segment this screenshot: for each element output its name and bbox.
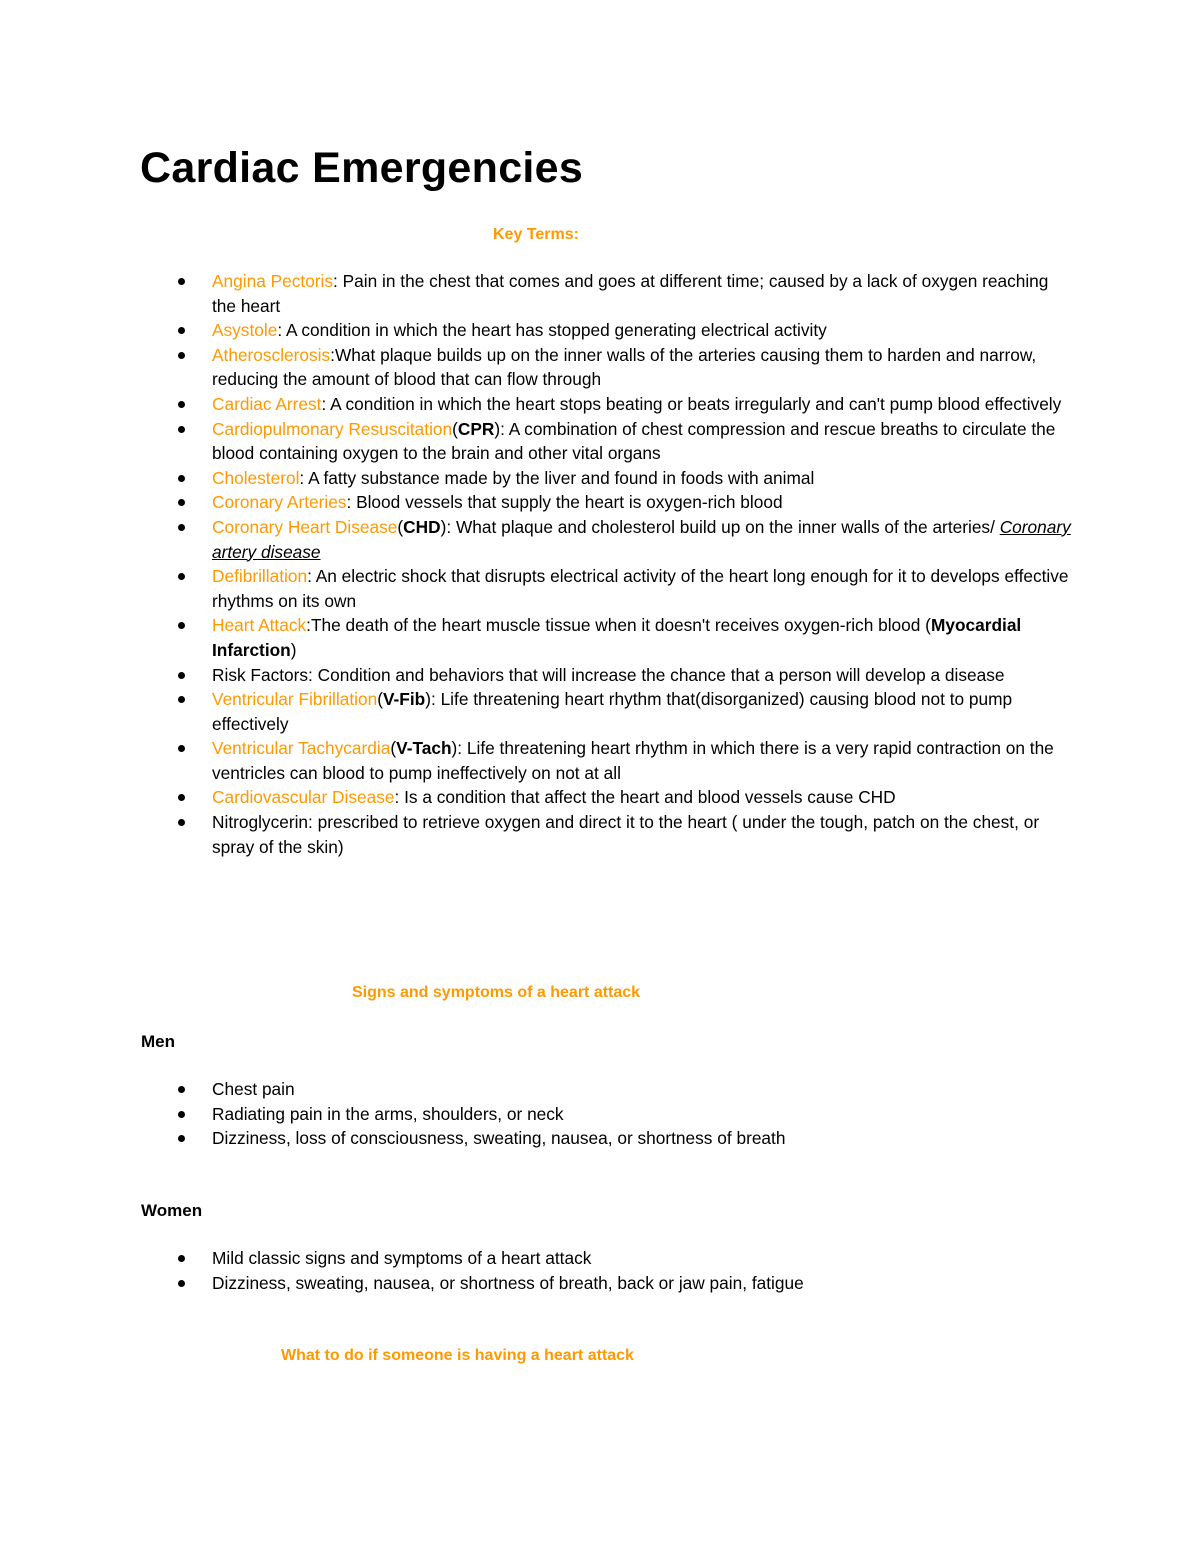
bullet-dot [178,622,185,629]
key-term-definition: ): Life threatening heart rhythm that(disorganized) causing blood not to pump effectively [212,689,1013,734]
bullet-dot [178,1135,185,1142]
key-terms-list [0,269,1072,859]
paren-open: ( [452,418,458,439]
bullet-dot [178,1255,185,1262]
key-term-name: Cholesterol [212,467,300,488]
key-term-abbreviation: V-Tach [396,738,452,759]
key-term-definition: :What plaque builds up on the inner walls of the arteries causing them to harden and narrow, reducing the amount of blood that can flow through [212,344,1037,390]
key-term-item [0,318,1072,343]
bullet-dot [178,524,185,531]
key-term-definition: : An electric shock that disrupts electrical activity of the heart long enough for it to develops effective rhythms on its own [212,566,1069,611]
paren-close: ) [290,639,297,660]
symptom-item [0,1102,1072,1127]
men-label: Men [141,1032,175,1051]
key-term-item [0,466,1072,491]
key-term-name: Cardiac Arrest [212,393,322,414]
key-term-abbreviation: CPR [457,418,495,439]
bullet-dot [178,1280,185,1287]
men-symptoms-list [0,1077,1072,1151]
key-term-item [0,613,1072,662]
key-term-name: Defibrillation [212,566,308,587]
signs-heading: Signs and symptoms of a heart attack [352,984,641,1001]
bullet-dot [178,426,185,433]
symptom-text: Radiating pain in the arms, shoulders, or neck [212,1103,564,1124]
key-term-item [0,687,1072,736]
key-term-name: Angina Pectoris [212,271,334,291]
key-term-name: Ventricular Tachycardia [212,738,391,759]
key-terms-heading: Key Terms: [493,226,579,243]
women-label: Women [141,1201,203,1220]
key-term-item [0,515,1072,564]
symptom-item [0,1126,1072,1151]
bullet-dot [178,794,185,801]
symptom-text: Dizziness, loss of consciousness, sweating, nausea, or shortness of breath [212,1128,786,1149]
key-term-item [0,564,1072,613]
key-term-definition: : Blood vessels that supply the heart is oxygen-rich blood [346,492,783,513]
key-term-alt-name: Coronary artery disease [212,516,1071,562]
bullet-dot [178,819,185,826]
key-term-definition: : A fatty substance made by the liver and found in foods with animal [299,467,815,488]
symptom-item [0,1246,1072,1271]
symptom-item [0,1077,1072,1102]
key-term-name: Cardiopulmonary Resuscitation [212,418,453,439]
key-term-item [0,736,1072,785]
paren-open: ( [377,689,383,710]
key-term-definition: : Pain in the chest that comes and goes at different time; caused by a lack of oxygen reaching the heart [212,271,1049,316]
bullet-dot [178,475,185,482]
symptom-text: Mild classic signs and symptoms of a heart attack [212,1248,592,1268]
bullet-dot [178,745,185,752]
key-term-item [0,269,1072,318]
bullet-dot [178,352,185,359]
bullet-dot [178,327,185,334]
key-term-name: Asystole [212,320,278,341]
key-term-item [0,490,1072,515]
key-term-definition: ): What plaque and cholesterol build up on the inner walls of the arteries/ [440,516,1000,537]
key-term-name: Cardiovascular Disease [212,787,395,808]
bullet-dot [178,1086,185,1093]
key-term-definition: :The death of the heart muscle tissue when it doesn't receives oxygen-rich blood ( [306,615,931,636]
key-term-definition: : Is a condition that affect the heart and blood vessels cause CHD [394,787,896,808]
women-symptoms-list [0,1246,1072,1295]
symptom-item [0,1271,1072,1296]
key-term-definition: Nitroglycerin: prescribed to retrieve oxygen and direct it to the heart ( under the tough, patch on the chest, or spray of the skin) [212,812,1040,857]
symptom-text: Chest pain [212,1079,295,1099]
paren-open: ( [397,516,404,537]
bullet-dot [178,1111,185,1118]
key-term-name: Coronary Heart Disease [212,516,398,537]
key-term-definition: Risk Factors: Condition and behaviors that will increase the chance that a person will develop a disease [212,664,1005,685]
key-term-definition: ): A combination of chest compression and rescue breaths to circulate the blood containing oxygen to the brain and other vital organs [212,418,1056,464]
key-term-item [0,392,1072,417]
bullet-dot [178,672,185,679]
key-term-item [0,785,1072,810]
document-title: Cardiac Emergencies [140,144,584,192]
key-term-item [0,417,1072,466]
key-term-name: Atherosclerosis [212,344,331,365]
bullet-dot [178,696,185,703]
key-term-name: Heart Attack [212,615,307,636]
key-term-item [0,343,1072,392]
key-term-item [0,663,1072,688]
bullet-dot [178,401,185,408]
what-to-do-heading: What to do if someone is having a heart attack [281,1347,634,1364]
key-term-abbreviation: V-Fib [382,689,426,710]
bullet-dot [178,573,185,580]
key-term-definition: ): Life threatening heart rhythm in which there is a very rapid contraction on the ventricles can blood to pump ineffectively on not at all [212,738,1054,783]
bullet-dot [178,499,185,506]
key-term-name: Coronary Arteries [212,492,347,513]
bullet-dot [178,278,185,285]
key-term-name: Ventricular Fibrillation [212,689,378,710]
symptom-text: Dizziness, sweating, nausea, or shortness of breath, back or jaw pain, fatigue [212,1272,804,1293]
key-term-abbreviation: CHD [403,516,441,537]
key-term-definition: : A condition in which the heart stops beating or beats irregularly and can't pump blood effectively [321,393,1062,414]
key-term-alt-name: Myocardial Infarction [212,615,1022,660]
key-term-definition: : A condition in which the heart has stopped generating electrical activity [277,320,827,341]
key-term-item [0,810,1072,859]
paren-open: ( [390,738,397,759]
